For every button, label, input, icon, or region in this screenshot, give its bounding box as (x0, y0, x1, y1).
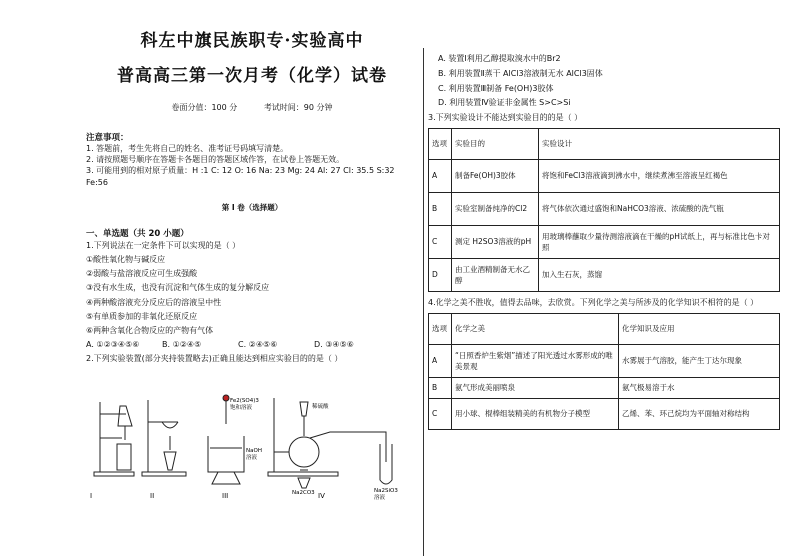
note-item: 3. 可能用到的相对原子质量：H :1 C: 12 O: 16 Na: 23 Mg: 24 Al: 27 Cl: 35.5 S:32 Fe:56 (86, 166, 395, 187)
apparatus-label-1: I (90, 492, 93, 500)
q2-option: C. 利用装置Ⅲ制备 Fe(OH)3胶体 (438, 83, 554, 93)
q3-stem: 3.下列实验设计不能达到实验目的的是（ ） (428, 113, 583, 123)
exam-meta (86, 102, 418, 113)
table-header-cell: 实验设计 (539, 128, 780, 159)
table-cell: 氨气形成美丽喷泉 (452, 377, 619, 398)
apparatus-label-3: III (222, 492, 229, 500)
note-item: 2. 请按照题号顺序在答题卡各题目的答题区域作答，在试卷上答题无效。 (86, 155, 345, 165)
na2co3-label: Na2CO3 (292, 490, 315, 496)
table-cell: D (429, 258, 452, 291)
column-divider (423, 48, 424, 556)
fe-solution-label: Fe2(SO4)3 (230, 398, 259, 404)
q4-table (428, 313, 780, 430)
table-header-cell: 选项 (429, 313, 452, 344)
na2sio3-label: Na2SiO3 (374, 488, 398, 494)
table-row (429, 377, 780, 398)
fe-saturated-label: 饱和溶液 (230, 405, 253, 411)
q1-line: ⑤有单质参加的非氧化还原反应 (86, 311, 198, 321)
q1-line: ⑥两种含氧化合物反应的产物有气体 (86, 326, 214, 336)
exam-title-line1: 科左中旗民族职专·实验高中 (140, 31, 364, 51)
table-cell: A (429, 344, 452, 377)
naoh-label: NaOH (246, 448, 262, 454)
table-cell: C (429, 398, 452, 429)
notes-heading: 注意事项： (86, 133, 129, 143)
q2-option: A. 装置Ⅰ利用乙醇提取溴水中的Br2 (438, 54, 561, 63)
score-info: 卷面分值：100 分 (171, 103, 238, 112)
table-cell: 将饱和FeCl3溶液滴到沸水中，继续煮沸至溶液呈红褐色 (539, 159, 780, 192)
table-row (429, 398, 780, 429)
naoh-solution-label: 溶液 (246, 455, 258, 461)
note-item: 1. 答题前，考生先将自己的姓名、准考证号码填写清楚。 (86, 144, 289, 153)
apparatus-label-4: IV (318, 492, 325, 500)
apparatus-drawing (86, 392, 416, 502)
exam-title-line2: 普高高三第一次月考（化学）试卷 (117, 66, 387, 86)
q2-option: D. 利用装置Ⅳ验证非金属性 S>C>Si (438, 98, 571, 108)
q1-line: ③没有水生成，也没有沉淀和气体生成的复分解反应 (86, 283, 270, 293)
q1-stem: 1.下列说法在一定条件下可以实现的是（ ） (86, 240, 241, 250)
q2-stem: 2.下列实验装置(部分夹持装置略去)正确且能达到相应实验目的的是（ ） (86, 354, 343, 364)
table-cell: 实验室制备纯净的Cl2 (452, 192, 539, 225)
table-cell: B (429, 192, 452, 225)
q1-line: ①酸性氧化物与碱反应 (86, 255, 166, 265)
table-header-row (429, 313, 780, 344)
table-cell: 用小球、棍棒组装精美的有机物分子模型 (452, 398, 619, 429)
part-heading: 一、单选题（共 20 小题） (86, 228, 189, 239)
q1-line: ②弱酸与盐溶液反应可生成强酸 (86, 269, 198, 279)
table-header-cell: 实验目的 (452, 128, 539, 159)
table-cell: 由工业酒精制备无水乙醇 (452, 258, 539, 291)
acid-label: 稀硫酸 (312, 404, 329, 410)
q1-line: ④两种酸溶液充分反应后的溶液呈中性 (86, 297, 222, 307)
table-row (429, 344, 780, 377)
table-header-row (429, 128, 780, 159)
q4-stem: 4.化学之美不胜收，值得去品味，去欣赏。下列化学之美与所涉及的化学知识不相符的是（ ） (428, 297, 759, 307)
apparatus-label-2: II (150, 492, 155, 500)
q1-option-c: C. ②④⑤⑥ (238, 340, 278, 350)
table-cell: C (429, 225, 452, 258)
time-info: 考试时间：90 分钟 (263, 103, 333, 112)
q3-table (428, 128, 780, 292)
apparatus-figure (86, 392, 416, 502)
left-column (86, 18, 418, 367)
table-cell: 将气体依次通过盛饱和NaHCO3溶液、浓硫酸的洗气瓶 (539, 192, 780, 225)
table-row (429, 258, 780, 291)
table-cell: 乙烯、苯、环己烷均为平面轴对称结构 (619, 398, 780, 429)
table-cell: 氨气极易溶于水 (619, 377, 780, 398)
table-cell: 制备Fe(OH)3胶体 (452, 159, 539, 192)
q1-option-d: D. ③④⑤⑥ (314, 340, 354, 350)
table-row (429, 225, 780, 258)
table-cell: 测定 H2SO3溶液的pH (452, 225, 539, 258)
q2-option: B. 利用装置Ⅱ蒸干 AlCl3溶液制无水 AlCl3固体 (438, 68, 603, 78)
table-cell: A (429, 159, 452, 192)
q1-option-b: B. ①②④⑤ (162, 340, 202, 350)
q1-options (86, 338, 418, 352)
na2sio3-solution-label: 溶液 (374, 495, 386, 501)
table-header-cell: 化学知识及应用 (619, 313, 780, 344)
table-cell: 加入生石灰，蒸馏 (539, 258, 780, 291)
table-cell: 用玻璃棒蘸取少量待测溶液滴在干燥的pH试纸上，再与标准比色卡对照 (539, 225, 780, 258)
table-cell: 水雾展于气溶胶，能产生丁达尔现象 (619, 344, 780, 377)
table-cell: “日照香炉生紫烟”描述了阳光透过水雾形成的唯美景观 (452, 344, 619, 377)
table-row (429, 192, 780, 225)
right-column (428, 52, 780, 430)
table-row (429, 159, 780, 192)
q1-option-a: A. ①②③④⑤⑥ (86, 340, 140, 350)
section-heading: 第 I 卷（选择题） (221, 202, 283, 212)
table-header-cell: 化学之美 (452, 313, 619, 344)
table-cell: B (429, 377, 452, 398)
table-header-cell: 选项 (429, 128, 452, 159)
